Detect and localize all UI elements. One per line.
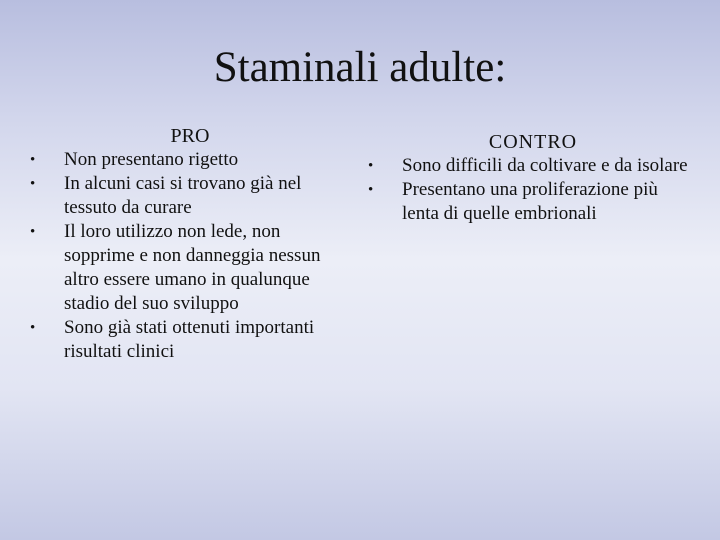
bullet-icon: • [30,320,36,336]
pro-item-text: Non presentano rigetto [64,149,239,170]
pro-list-item [30,172,334,220]
pro-heading: PRO [170,125,210,147]
pro-list-item [30,148,334,172]
slide-title: Staminali adulte: [213,44,507,91]
contro-list-item [368,154,698,178]
contro-column [368,124,698,226]
contro-item-text: Sono difficili da coltivare e da isolare [402,155,688,176]
contro-list [368,154,698,226]
bullet-icon: • [30,224,36,240]
pro-item-text: In alcuni casi si trovano già nel tessuto da curare [64,173,302,218]
pro-column [30,124,350,364]
contro-heading: CONTRO [488,131,578,153]
pro-item-text: Sono già stati ottenuti importanti risultati clinici [64,317,315,362]
bullet-icon: • [30,176,36,192]
pro-list [30,148,350,364]
bullet-icon: • [368,158,374,174]
pro-list-item [30,220,334,316]
contro-item-text: Presentano una proliferazione più lenta di quelle embrionali [402,179,658,224]
bullet-icon: • [30,152,36,168]
contro-list-item [368,178,698,226]
bullet-icon: • [368,182,374,198]
pro-item-text: Il loro utilizzo non lede, non sopprime e non danneggia nessun altro essere umano in qualunque stadio del suo sviluppo [64,221,321,314]
pro-list-item [30,316,334,364]
